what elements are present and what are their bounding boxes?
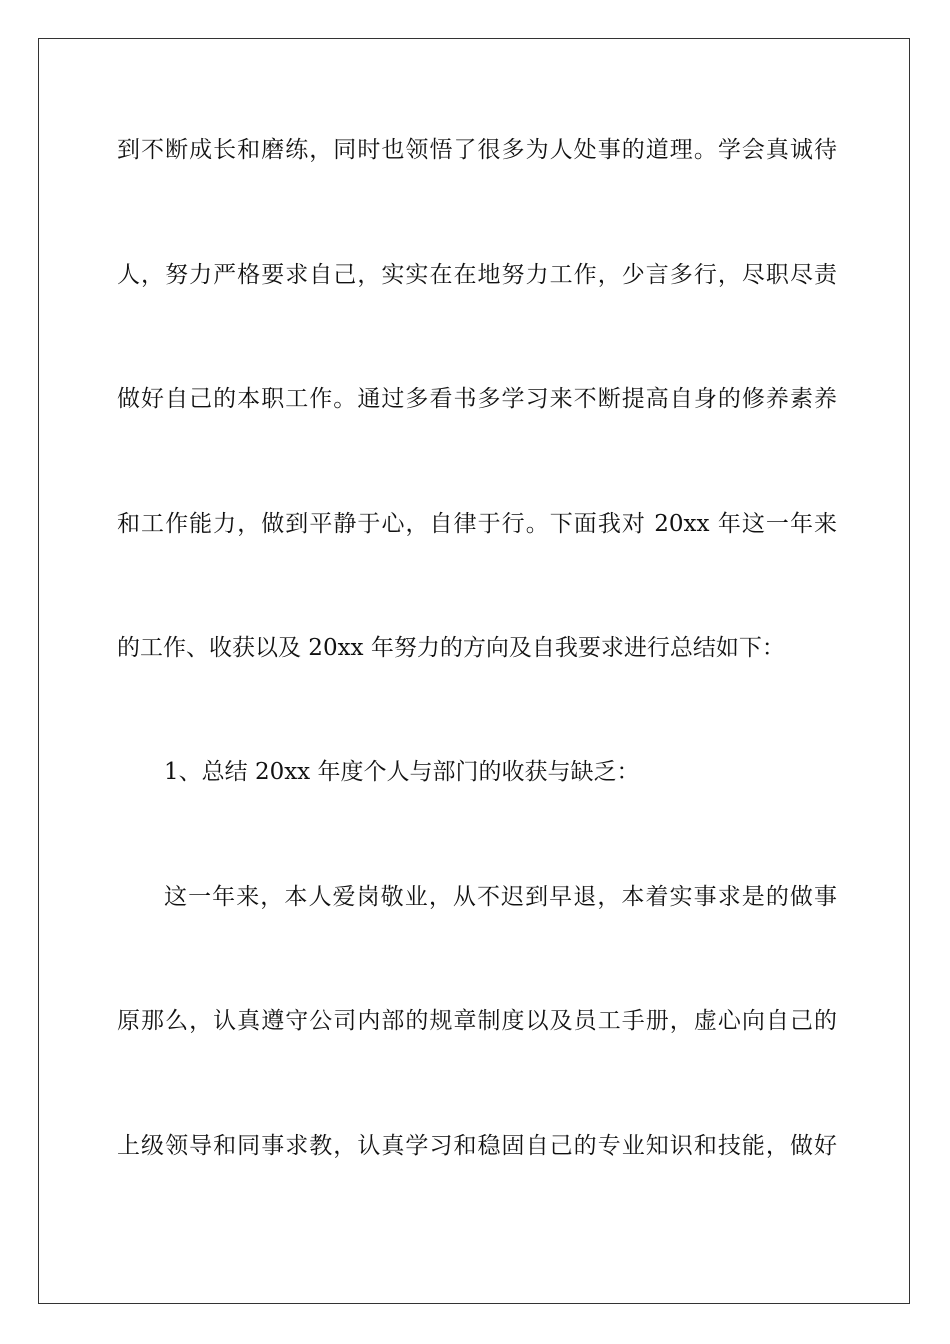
page-border [38,38,910,1304]
paragraph-line: 人，努力严格要求自己，实实在在地努力工作，少言多行，尽职尽责 [117,262,837,288]
paragraph-line: 的工作、收获以及 20xx 年努力的方向及自我要求进行总结如下： [117,635,785,661]
section-heading: 1、总结 20xx 年度个人与部门的收获与缺乏： [164,759,640,785]
paragraph-line: 到不断成长和磨练，同时也领悟了很多为人处事的道理。学会真诚待 [117,137,837,163]
paragraph-line: 和工作能力，做到平静于心，自律于行。下面我对 20xx 年这一年来 [117,511,837,537]
paragraph-line: 原那么，认真遵守公司内部的规章制度以及员工手册，虚心向自己的 [117,1008,837,1034]
paragraph-line: 做好自己的本职工作。通过多看书多学习来不断提高自身的修养素养 [117,386,837,412]
paragraph-line: 上级领导和同事求教，认真学习和稳固自己的专业知识和技能，做好 [117,1133,837,1159]
paragraph-line: 这一年来，本人爱岗敬业，从不迟到早退，本着实事求是的做事 [164,884,837,910]
